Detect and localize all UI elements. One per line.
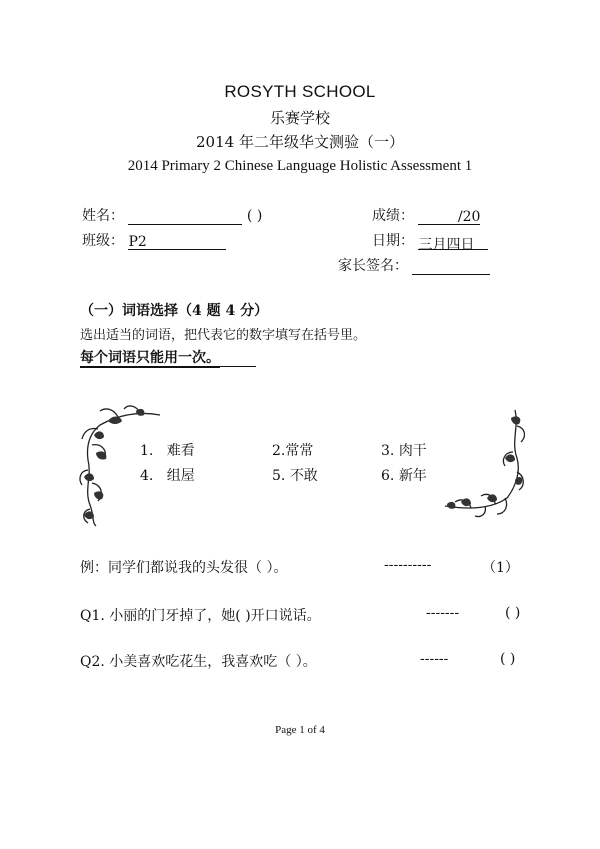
question-2-leader: ------ (420, 651, 449, 667)
register-number-paren: ( ) (246, 208, 263, 224)
score-label: 成绩： (372, 208, 414, 224)
section-instruction: 选出适当的词语，把代表它的数字填写在括号里。 (80, 328, 367, 343)
section-note: 每个词语只能用一次。 (80, 350, 220, 366)
test-title-english: 2014 Primary 2 Chinese Language Holistic Assessment 1 (127, 158, 473, 174)
name-label: 姓名： (82, 208, 124, 224)
question-text: 小美喜欢吃花生，我喜欢吃（ ）。 (109, 654, 317, 670)
date-field (372, 230, 488, 253)
score-blank[interactable] (418, 209, 480, 225)
example-answer: （1） (482, 560, 519, 576)
date-label: 日期： (372, 233, 414, 249)
question-label: 例： (80, 560, 108, 576)
question-text: 小丽的门牙掉了，她( )开口说话。 (109, 608, 321, 624)
class-value: P2 (128, 234, 147, 250)
word-bank-item: 2.常常 (272, 443, 314, 459)
name-field (82, 205, 262, 225)
question-1 (80, 605, 321, 625)
word-bank-item: 3. 肉干 (381, 443, 427, 459)
word-bank-item: 1. 难看 (140, 443, 195, 459)
date-value: 三月四日 (418, 237, 475, 253)
question-2 (80, 651, 317, 671)
parent-signature-label: 家长签名： (338, 258, 408, 274)
question-1-answer-blank[interactable]: ( ) (505, 605, 521, 621)
name-blank[interactable] (128, 209, 242, 225)
class-blank[interactable] (128, 234, 226, 250)
test-title-chinese: 2014 年二年级华文测验（一） (196, 133, 404, 151)
example-question (80, 557, 287, 577)
score-total: /20 (457, 209, 481, 225)
question-1-leader: ------- (426, 605, 460, 621)
question-label: Q1. (80, 608, 105, 624)
word-bank-item: 5. 不敢 (272, 468, 318, 484)
question-text: 同学们都说我的头发很（ ）。 (108, 560, 288, 576)
parent-signature-blank[interactable] (412, 259, 490, 275)
class-field (82, 230, 226, 250)
right-vine-ornament (435, 406, 525, 518)
school-name-chinese: 乐赛学校 (269, 109, 330, 127)
word-bank-item: 6. 新年 (381, 468, 427, 484)
page-number: Page 1 of 4 (275, 724, 325, 736)
word-bank-item: 4. 组屋 (140, 468, 195, 484)
question-2-answer-blank[interactable]: ( ) (500, 651, 516, 667)
parent-signature-field (338, 255, 490, 275)
score-field (372, 205, 480, 225)
school-name: ROSYTH SCHOOL (224, 82, 376, 101)
question-label: Q2. (80, 654, 105, 670)
note-underline (80, 366, 256, 367)
date-blank[interactable] (418, 234, 488, 253)
example-leader: ---------- (384, 557, 432, 573)
section-title: （一）词语选择（4 题 4 分） (80, 303, 269, 319)
class-label: 班级： (82, 233, 124, 249)
